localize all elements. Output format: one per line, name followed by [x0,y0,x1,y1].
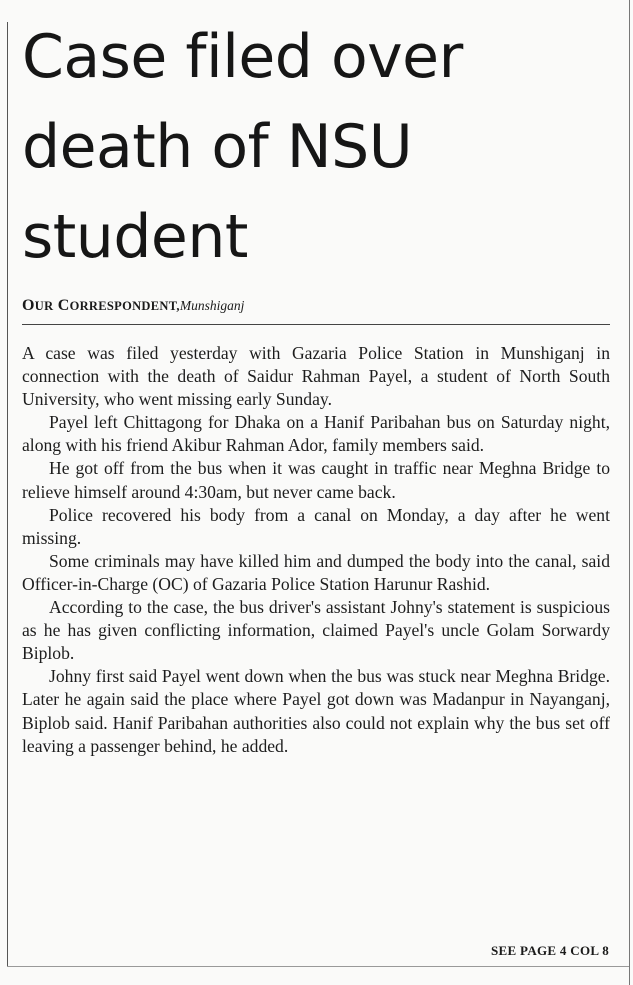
paragraph: Payel left Chittagong for Dhaka on a Hanif Paribahan bus on Saturday night, along with his friend Akibur Rahman Ador, family members said. [22,412,610,456]
paragraph: According to the case, the bus driver's assistant Johny's statement is suspicious as he has given conflicting information, claimed Payel's uncle Golam Sorwardy Biplob. [22,597,610,664]
bottom-divider [7,966,629,967]
byline-location: Munshiganj [179,298,245,313]
byline-divider [22,324,610,325]
paragraph: He got off from the bus when it was caught in traffic near Meghna Bridge to relieve himself around 4:30am, but never came back. [22,458,610,502]
headline: Case filed over death of NSU student [22,22,463,272]
column-rule-right [629,0,630,985]
continuation-note: SEE PAGE 4 COL 8 [491,943,609,958]
paragraph: Some criminals may have killed him and dumped the body into the canal, said Officer-in-Charge (OC) of Gazaria Police Station Harunur Rashid. [22,550,610,594]
paragraph: A case was filed yesterday with Gazaria Police Station in Munshiganj in connection with the death of Saidur Rahman Payel, a student of North South University, who went missing early Sunday. [22,343,610,410]
paragraph: Johny first said Payel went down when the bus was stuck near Meghna Bridge. Later he again said the place where Payel got down was Madanpur in Nayanganj, Biplob said. Hanif Paribahan authorities also could not explain why the bus set off leaving a passenger behind, he added. [22,666,610,756]
column-rule-left [7,22,8,967]
article-body [22,342,610,758]
paragraph: Police recovered his body from a canal on Monday, a day after he went missing. [22,504,610,548]
byline: OUR CORRESPONDENT,Munshiganj [22,297,245,314]
